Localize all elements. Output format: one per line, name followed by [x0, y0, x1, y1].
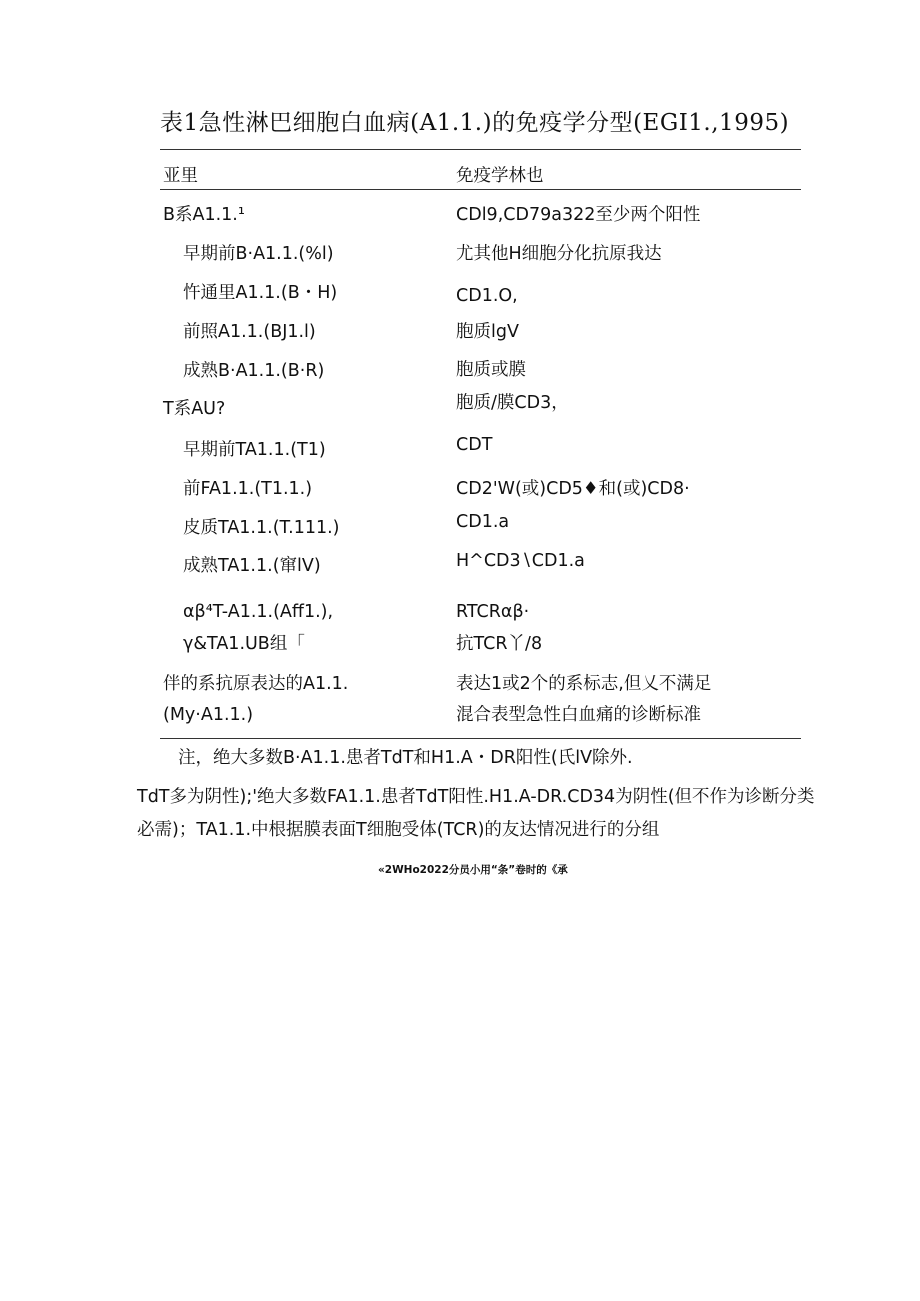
row-9-markers: CD1.a [456, 512, 510, 532]
row-5-subtype: 成熟B·A1.1.(B·R) [183, 361, 325, 381]
row-14-markers: 混合表型急性白血痛的诊断标准 [456, 705, 701, 725]
row-3-subtype: 忤通里A1.1.(B・H) [183, 283, 338, 303]
row-8-markers: CD2'W(或)CD5♦和(或)CD8· [456, 479, 690, 499]
row-6-subtype: T系AU? [163, 399, 226, 419]
row-12-subtype: γ&TA1.UB组「 [183, 634, 305, 654]
row-6-markers: 胞质/膜CD3， [456, 393, 569, 413]
row-2-subtype: 早期前B·A1.1.(%l) [183, 244, 334, 264]
row-13-subtype: 伴的系抗原表达的A1.1. [163, 674, 349, 694]
page-footer-text: «2WHo2022分员小用“条”卷时的《承 [378, 864, 568, 876]
row-4-markers: 胞质lgV [456, 322, 519, 342]
row-1-markers: CDl9,CD79a322至少两个阳性 [456, 205, 701, 225]
table-note-line-1: 注，绝大多数B·A1.1.患者TdT和H1.A・DR阳性(氏lV除外. [178, 748, 633, 768]
row-14-subtype: (My·A1.1.) [163, 705, 254, 725]
header-immunology: 免疫学林也 [456, 166, 544, 186]
header-subtype: 亚里 [163, 166, 198, 186]
row-10-subtype: 成熟TA1.1.(窜lV) [183, 556, 321, 576]
table-note-line-2: TdT多为阴性);'绝大多数FA1.1.患者TdT阳性.H1.A-DR.CD34为阴性(但不作为诊断分类 [137, 787, 815, 807]
row-9-subtype: 皮质TA1.1.(T.111.) [183, 518, 340, 538]
row-5-markers: 胞质或膜 [456, 360, 526, 380]
table-note-line-3: 必需)；TA1.1.中根据膜表面T细胞受体(TCR)的友达情况进行的分组 [137, 820, 660, 840]
row-10-markers: H^CD3∖CD1.a [456, 551, 585, 571]
table-title: 表1急性淋巴细胞白血病(A1.1.)的免疫学分型(EGI1.,1995) [160, 110, 790, 136]
row-1-subtype: B系A1.1.¹ [163, 205, 245, 225]
header-rule [160, 189, 801, 190]
row-8-subtype: 前FA1.1.(T1.1.) [183, 479, 313, 499]
row-3-markers: CD1.O, [456, 286, 518, 306]
row-12-markers: 抗TCR丫/8 [456, 634, 543, 654]
bottom-rule [160, 738, 801, 739]
top-rule [160, 149, 801, 150]
row-7-subtype: 早期前TA1.1.(T1) [183, 440, 326, 460]
row-11-subtype: αβ⁴T-A1.1.(Aff1.), [183, 602, 334, 622]
row-7-markers: CDT [456, 435, 493, 455]
row-2-markers: 尤其他H细胞分化抗原我达 [456, 244, 662, 264]
row-4-subtype: 前照A1.1.(BJ1.l) [183, 322, 316, 342]
row-11-markers: RTCRαβ· [456, 602, 530, 622]
row-13-markers: 表达1或2个的系标志,但乂不满足 [456, 674, 712, 694]
